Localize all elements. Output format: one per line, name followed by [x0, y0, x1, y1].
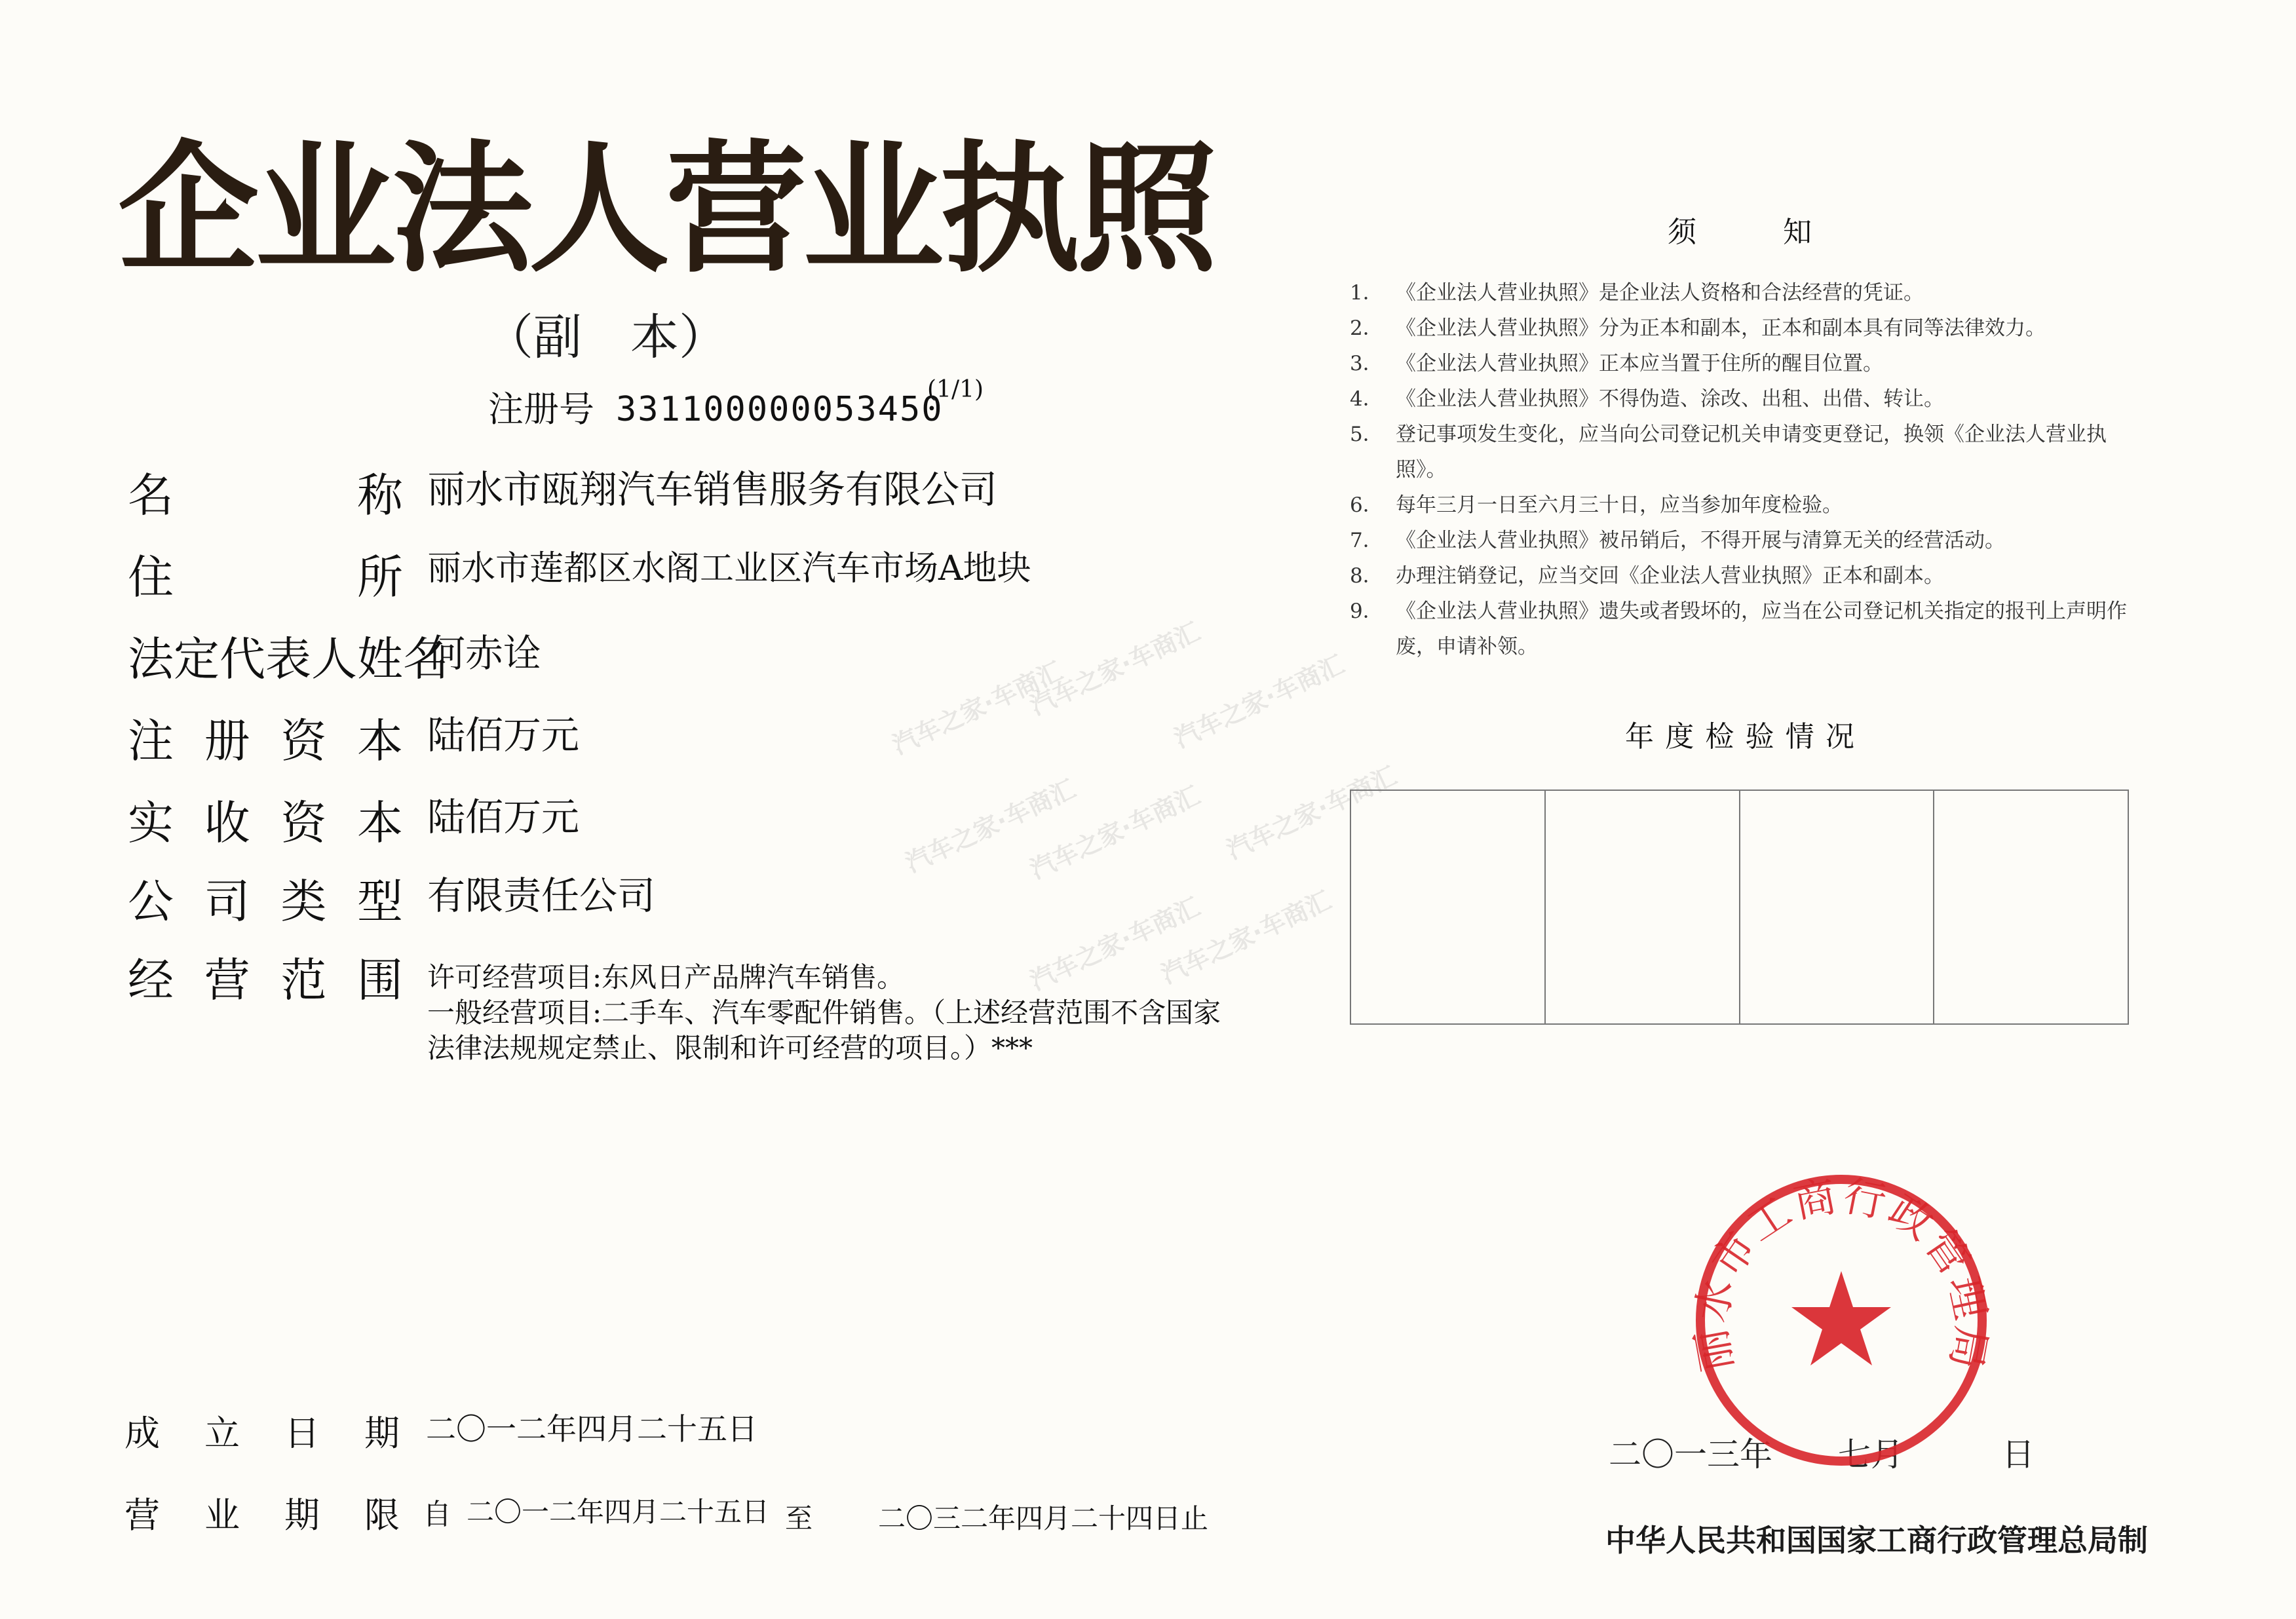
official-seal-icon [1677, 1173, 2005, 1468]
watermark: 汽车之家·车商汇 [1025, 780, 1205, 885]
field-label-established: 成 立 日 期 [124, 1413, 400, 1454]
field-value-registered-capital: 陆佰万元 [427, 713, 580, 757]
field-label-registered-capital: 注 册 资 本 [128, 714, 403, 768]
notice-item: 7． 《企业法人营业执照》被吊销后，不得开展与清算无关的经营活动。 [1350, 529, 2005, 552]
notice-item: 1． 《企业法人营业执照》是企业法人资格和合法经营的凭证。 [1350, 281, 1924, 305]
watermark: 汽车之家·车商汇 [888, 656, 1067, 760]
term-from-word: 自 [423, 1498, 451, 1531]
field-label-name: 名 称 [128, 468, 403, 522]
term-start-date: 二〇一二年四月二十五日 [467, 1496, 770, 1528]
seal-text: 丽水市工商行政管理局 [1687, 1173, 1996, 1375]
registration-page: (1/1) [927, 376, 984, 403]
field-label-business-scope: 经 营 范 围 [128, 953, 403, 1007]
inspection-cell [1546, 791, 1740, 1023]
notice-item: 4． 《企业法人营业执照》不得伪造、涂改、出租、出借、转让。 [1350, 387, 1944, 411]
field-value-address: 丽水市莲都区水阁工业区汽车市场A地块 [427, 549, 1031, 588]
field-label-paid-capital: 实 收 资 本 [128, 796, 403, 850]
issuer: 中华人民共和国国家工商行政管理总局制 [1605, 1523, 2148, 1558]
field-value-business-scope: 许可经营项目:东风日产品牌汽车销售。 一般经营项目:二手车、汽车零配件销售。（上述经营范围不含国家 法律法规规定禁止、限制和许可经营的项目。）*** [427, 961, 1221, 1064]
field-label-term: 营 业 期 限 [124, 1495, 400, 1536]
field-value-company-type: 有限责任公司 [427, 873, 656, 918]
watermark: 汽车之家·车商汇 [1025, 617, 1205, 721]
registration-label: 注册号 [488, 389, 594, 430]
field-value-name: 丽水市瓯翔汽车销售服务有限公司 [427, 467, 998, 512]
registration-number: 331100000053450 [616, 390, 944, 429]
notice-item: 2． 《企业法人营业执照》分为正本和副本，正本和副本具有同等法律效力。 [1350, 316, 2046, 340]
notice-list [1350, 275, 2136, 664]
inspection-cell [1934, 791, 2128, 1023]
term-to-word: 至 [785, 1502, 813, 1534]
notice-item: 9． 《企业法人营业执照》遗失或者毁坏的，应当在公司登记机关指定的报刊上声明作废，申请补领。 [1350, 600, 2127, 658]
issue-date: 二〇一三年 七月 日 [1609, 1436, 2035, 1474]
inspection-cell [1351, 791, 1546, 1023]
watermark: 汽车之家·车商汇 [1157, 885, 1336, 989]
inspection-cell [1740, 791, 1935, 1023]
watermark: 汽车之家·车商汇 [901, 774, 1081, 878]
field-value-legal-rep: 何赤诠 [427, 631, 542, 676]
watermark: 汽车之家·车商汇 [1222, 761, 1402, 865]
document-title: 企业法人营业执照 [118, 127, 1214, 292]
watermark: 汽车之家·车商汇 [1170, 649, 1349, 753]
annual-inspection-title: 年 度 检 验 情 况 [1625, 720, 1854, 753]
field-value-established: 二〇一二年四月二十五日 [426, 1411, 757, 1447]
annual-inspection-table [1350, 790, 2129, 1025]
field-label-legal-rep: 法定代表人姓名 [128, 632, 449, 686]
notice-item: 3． 《企业法人营业执照》正本应当置于住所的醒目位置。 [1350, 352, 1883, 375]
notice-item: 6． 每年三月一日至六月三十日，应当参加年度检验。 [1350, 493, 1843, 517]
field-value-paid-capital: 陆佰万元 [427, 795, 580, 839]
notice-item: 8． 办理注销登记，应当交回《企业法人营业执照》正本和副本。 [1350, 564, 1944, 588]
document-subtitle: （副 本） [485, 309, 727, 366]
notice-title: 须 知 [1668, 216, 1812, 249]
field-label-company-type: 公 司 类 型 [128, 875, 403, 928]
watermark: 汽车之家·车商汇 [1025, 892, 1205, 996]
field-label-address: 住 所 [128, 550, 403, 604]
term-end-date: 二〇三二年四月二十四日止 [878, 1502, 1209, 1534]
notice-item: 5． 登记事项发生变化，应当向公司登记机关申请变更登记，换领《企业法人营业执照》。 [1350, 423, 2107, 482]
